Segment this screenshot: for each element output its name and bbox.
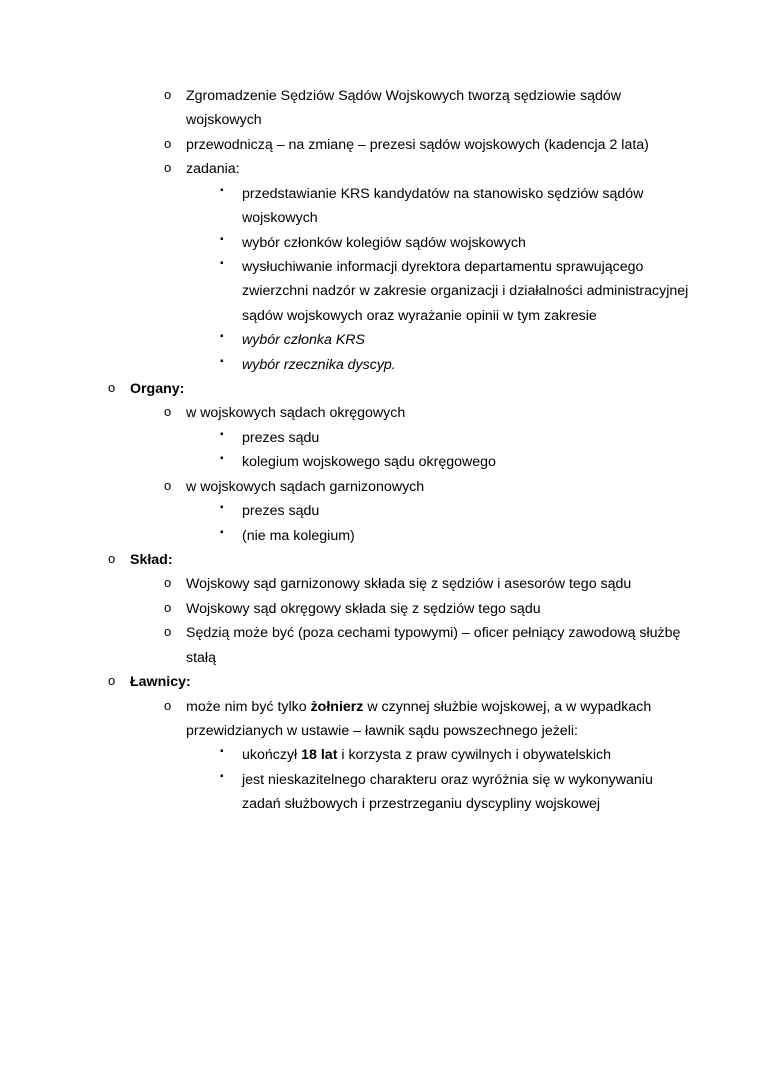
square-bullet-icon: ▪ bbox=[220, 355, 224, 367]
list-item-text bbox=[242, 499, 694, 523]
circle-bullet-icon: o bbox=[164, 599, 172, 615]
list-item-text bbox=[186, 157, 694, 181]
circle-bullet-icon: o bbox=[108, 673, 116, 689]
circle-bullet-icon: o bbox=[164, 477, 172, 493]
square-bullet-icon: ▪ bbox=[220, 770, 224, 782]
list-item-text bbox=[242, 353, 694, 377]
text-run: Organy: bbox=[130, 381, 185, 398]
text-run: żołnierz bbox=[310, 698, 364, 715]
circle-bullet-icon: o bbox=[164, 697, 172, 713]
text-run: Skład: bbox=[130, 552, 173, 569]
square-bullet-icon: ▪ bbox=[220, 331, 224, 343]
list-item-text bbox=[242, 743, 694, 767]
list-item-text bbox=[242, 328, 694, 352]
list-item-text bbox=[186, 401, 694, 425]
circle-bullet-icon: o bbox=[164, 87, 172, 102]
list-item bbox=[108, 670, 694, 694]
list-item bbox=[164, 401, 694, 425]
list-item bbox=[220, 328, 694, 352]
list-item-text bbox=[130, 377, 694, 401]
square-bullet-icon: ▪ bbox=[220, 526, 224, 538]
text-run: kolegium wojskowego sądu okręgowego bbox=[242, 454, 496, 471]
list-item-text bbox=[242, 255, 694, 328]
text-run: prezes sądu bbox=[242, 503, 320, 520]
text-run: Wojskowy sąd garnizonowy składa się z sędziów i asesorów tego sądu bbox=[186, 576, 632, 593]
circle-bullet-icon: o bbox=[164, 575, 172, 591]
list-item bbox=[164, 133, 694, 157]
text-run: Wojskowy sąd okręgowy składa się z sędziów tego sądu bbox=[186, 600, 541, 617]
list-item bbox=[164, 157, 694, 181]
list-item bbox=[220, 768, 694, 817]
square-bullet-icon: ▪ bbox=[220, 502, 224, 514]
list-item bbox=[220, 353, 694, 377]
text-run: Sędzią może być (poza cechami typowymi) – oficer pełniący zawodową służbę stałą bbox=[186, 625, 681, 666]
list-item bbox=[220, 255, 694, 328]
text-run: i korzysta z praw cywilnych i obywatelskich bbox=[337, 747, 612, 764]
list-item bbox=[108, 548, 694, 572]
list-item-text bbox=[242, 182, 694, 231]
text-run: w wojskowych sądach garnizonowych bbox=[186, 478, 425, 495]
text-run: w czynnej służbie wojskowej, a w wypadkach przewidzianych w ustawie – ławnik sądu powszechnego jeżeli: bbox=[186, 698, 652, 739]
text-run: zadania: bbox=[186, 161, 240, 178]
list-item-text bbox=[186, 695, 694, 744]
text-run: ukończył bbox=[242, 747, 302, 764]
list-item-text bbox=[186, 475, 694, 499]
list-item-text bbox=[130, 670, 694, 694]
circle-bullet-icon: o bbox=[108, 551, 116, 567]
text-run: przedstawianie KRS kandydatów na stanowisko sędziów sądów wojskowych bbox=[242, 185, 644, 227]
list-item-text bbox=[242, 231, 694, 255]
list-item-text bbox=[242, 426, 694, 450]
list-item bbox=[164, 572, 694, 596]
square-bullet-icon: ▪ bbox=[220, 453, 224, 465]
list-item bbox=[220, 231, 694, 255]
list-item-text bbox=[186, 572, 694, 596]
list-item-text bbox=[242, 450, 694, 474]
list-item-text bbox=[242, 768, 694, 817]
list-item bbox=[220, 182, 694, 231]
text-run: jest nieskazitelnego charakteru oraz wyróżnia się w wykonywaniu zadań służbowych i przestrzeganiu dyscypliny wojskowej bbox=[242, 771, 653, 813]
square-bullet-icon: ▪ bbox=[220, 428, 224, 440]
text-run: wysłuchiwanie informacji dyrektora departamentu sprawującego zwierzchni nadzór w zakresie organizacji i działalności administracyjnej sądów wojskowych oraz wyrażanie opinii w tym zakresie bbox=[242, 258, 689, 324]
circle-bullet-icon: o bbox=[164, 624, 172, 640]
text-run: może nim być tylko bbox=[186, 698, 311, 715]
list-item bbox=[164, 475, 694, 499]
list-item bbox=[220, 499, 694, 523]
list-item-text bbox=[186, 84, 694, 133]
outline-list bbox=[66, 84, 694, 817]
list-item-text bbox=[130, 548, 694, 572]
text-run: prezes sądu bbox=[242, 429, 320, 446]
text-run: wybór rzecznika dyscyp. bbox=[242, 356, 396, 373]
text-run: (nie ma kolegium) bbox=[242, 527, 355, 544]
circle-bullet-icon: o bbox=[164, 160, 172, 176]
text-run: wybór członków kolegiów sądów wojskowych bbox=[242, 234, 526, 251]
list-item-text bbox=[186, 133, 694, 157]
list-item bbox=[108, 377, 694, 401]
list-item bbox=[164, 621, 694, 670]
circle-bullet-icon: o bbox=[164, 135, 172, 151]
text-run: 18 lat bbox=[301, 747, 338, 764]
list-item bbox=[220, 743, 694, 767]
text-run: Ławnicy: bbox=[130, 674, 191, 691]
text-run: wybór członka KRS bbox=[242, 332, 366, 349]
list-item bbox=[164, 695, 694, 744]
square-bullet-icon: ▪ bbox=[220, 257, 224, 269]
list-item-text bbox=[242, 524, 694, 548]
square-bullet-icon: ▪ bbox=[220, 233, 224, 245]
list-item bbox=[220, 524, 694, 548]
square-bullet-icon: ▪ bbox=[220, 746, 224, 758]
list-item-text bbox=[186, 597, 694, 621]
text-run: w wojskowych sądach okręgowych bbox=[186, 405, 406, 422]
circle-bullet-icon: o bbox=[108, 380, 116, 396]
circle-bullet-icon: o bbox=[164, 404, 172, 420]
list-item-text bbox=[186, 621, 694, 670]
square-bullet-icon: ▪ bbox=[220, 184, 224, 196]
list-item bbox=[220, 450, 694, 474]
text-run: przewodniczą – na zmianę – prezesi sądów wojskowych (kadencja 2 lata) bbox=[186, 136, 649, 153]
list-item bbox=[164, 84, 694, 133]
list-item bbox=[164, 597, 694, 621]
list-item bbox=[220, 426, 694, 450]
text-run: Zgromadzenie Sędziów Sądów Wojskowych tworzą sędziowie sądów wojskowych bbox=[186, 88, 622, 129]
